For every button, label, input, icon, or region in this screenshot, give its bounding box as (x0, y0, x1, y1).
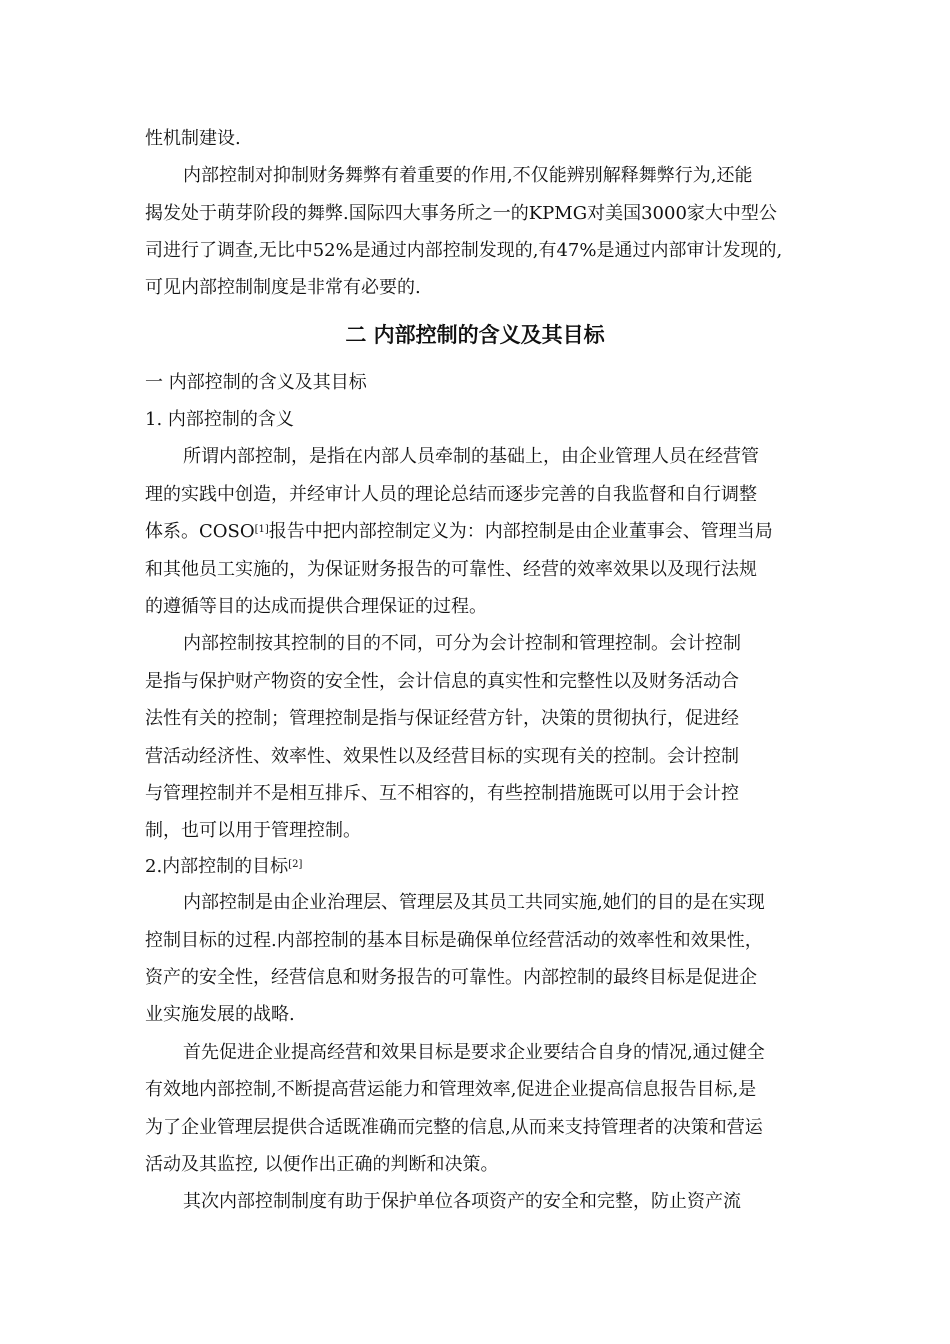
citation-ref: [1] (254, 524, 269, 535)
text-line: 首先促进企业提高经营和效果目标是要求企业要结合自身的情况,通过健全 (183, 1042, 765, 1063)
text-fragment: 报告中把内部控制定义为：内部控制是由企业董事会、管理当局 (268, 521, 773, 542)
subheading-text: 2.内部控制的目标 (145, 856, 289, 877)
text-line: 有效地内部控制,不断提高营运能力和管理效率,促进企业提高信息报告目标,是 (145, 1079, 757, 1100)
text-line: 控制目标的过程.内部控制的基本目标是确保单位经营活动的效率性和效果性， (145, 930, 763, 951)
citation-ref: [2] (288, 859, 303, 870)
text-line: 性机制建设. (145, 128, 241, 149)
subheading (145, 856, 805, 878)
text-line: 内部控制按其控制的目的不同，可分为会计控制和管理控制。会计控制 (183, 633, 741, 654)
subheading: 1. 内部控制的含义 (145, 409, 294, 430)
text-line: 制，也可以用于管理控制。 (145, 820, 361, 841)
subheading: 一 内部控制的含义及其目标 (145, 372, 367, 393)
text-line (145, 521, 805, 543)
text-line: 内部控制是由企业治理层、管理层及其员工共同实施,她们的目的是在实现 (183, 892, 765, 913)
text-line: 法性有关的控制；管理控制是指与保证经营方针，决策的贯彻执行，促进经 (145, 708, 739, 729)
text-line: 为了企业管理层提供合适既准确而完整的信息,从而来支持管理者的决策和营运 (145, 1117, 763, 1138)
text-line: 是指与保护财产物资的安全性，会计信息的真实性和完整性以及财务活动合 (145, 671, 739, 692)
text-line: 揭发处于萌芽阶段的舞弊.国际四大事务所之一的KPMG对美国3000家大中型公 (145, 203, 777, 224)
text-line: 与管理控制并不是相互排斥、互不相容的，有些控制措施既可以用于会计控 (145, 783, 739, 804)
text-line: 所谓内部控制，是指在内部人员牵制的基础上，由企业管理人员在经营管 (183, 446, 759, 467)
text-line: 可见内部控制制度是非常有必要的. (145, 277, 421, 298)
text-line: 和其他员工实施的，为保证财务报告的可靠性、经营的效率效果以及现行法规 (145, 559, 757, 580)
text-line: 理的实践中创造，并经审计人员的理论总结而逐步完善的自我监督和自行调整 (145, 484, 757, 505)
text-line: 内部控制对抑制财务舞弊有着重要的作用,不仅能辨别解释舞弊行为,还能 (183, 165, 753, 186)
text-line: 活动及其监控, 以便作出正确的判断和决策。 (145, 1154, 499, 1175)
section-heading: 二 内部控制的含义及其目标 (345, 323, 605, 347)
text-line: 业实施发展的战略. (145, 1004, 295, 1025)
text-fragment: 体系。COSO (145, 521, 255, 542)
text-line: 资产的安全性，经营信息和财务报告的可靠性。内部控制的最终目标是促进企 (145, 967, 757, 988)
text-line: 司进行了调查,无比中52%是通过内部控制发现的,有47%是通过内部审计发现的, (145, 240, 783, 261)
text-line: 的遵循等目的达成而提供合理保证的过程。 (145, 596, 487, 617)
text-line: 其次内部控制制度有助于保护单位各项资产的安全和完整，防止资产流 (183, 1191, 741, 1212)
text-line: 营活动经济性、效率性、效果性以及经营目标的实现有关的控制。会计控制 (145, 746, 739, 767)
